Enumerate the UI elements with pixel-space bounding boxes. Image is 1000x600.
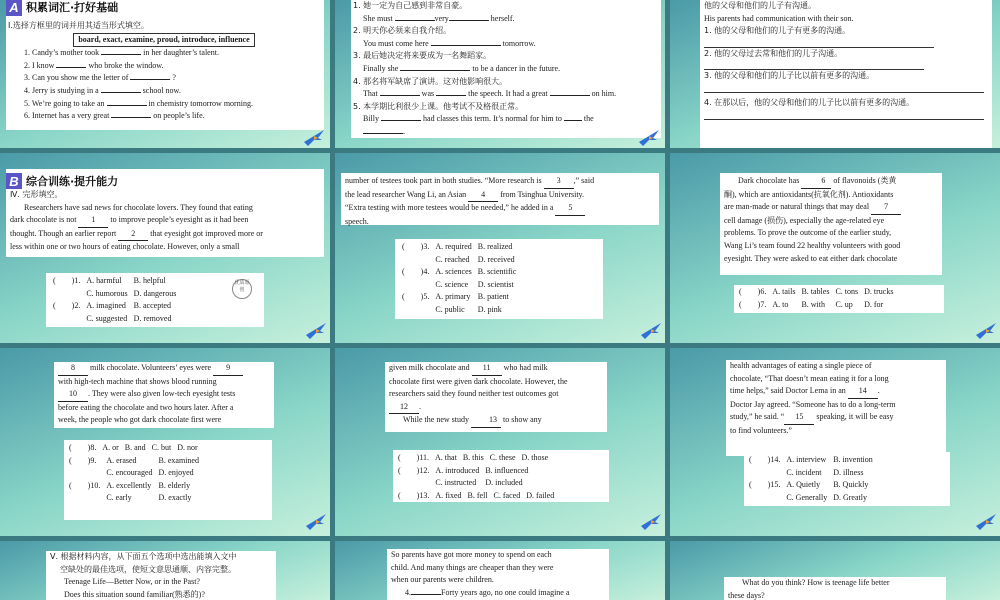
original-stamp: 优质原创 <box>232 279 252 299</box>
passage-line: less within one or two hours of eating chocolate. However, only a small <box>10 242 240 252</box>
section-header <box>6 173 118 189</box>
answer-blank[interactable] <box>550 95 590 96</box>
bird-icon <box>974 512 998 532</box>
sentence-1: She must very herself. <box>363 13 515 23</box>
passage-line: speech. <box>345 216 369 226</box>
prompt-cn-4: 4. 那名将军缺席了演讲。这对他影响很大。 <box>353 76 508 86</box>
transform-3: 3. 他的父母和他们的儿子比以前有更多的沟通。 <box>704 71 875 81</box>
passage-line: 10 . They were also given low-tech eyesight tests <box>58 388 272 402</box>
option-row: C. Generally D. Greatly <box>786 492 867 502</box>
sentence-3: Finally she to be a dancer in the future. <box>363 63 561 73</box>
cloze-blank[interactable]: 11 <box>472 362 502 376</box>
word-box: board, exact, examine, proud, introduce, influence <box>73 33 254 48</box>
slide-panel-9[interactable] <box>670 348 1000 536</box>
passage-line: child. And many things are cheaper than they were <box>391 562 554 572</box>
instruction-line: Ⅴ. 根据材料内容，从下面五个选项中选出能填入文中 <box>50 552 237 561</box>
answer-blank[interactable] <box>381 120 421 121</box>
answer-blank[interactable] <box>363 133 403 134</box>
passage-line: these days? <box>728 590 765 600</box>
option-row: ( )10. A. excellently B. elderly <box>69 480 191 490</box>
cloze-blank[interactable]: 13 <box>471 414 501 428</box>
passage-line: problems. To prove the outcome of the earlier study, <box>724 228 892 238</box>
answer-blank[interactable] <box>411 594 441 595</box>
reading-card <box>387 549 609 600</box>
option-row: C. science D. scientist <box>435 279 514 289</box>
passage-line: given milk chocolate and 11 who had milk <box>389 362 605 376</box>
slide-panel-6[interactable] <box>670 153 1000 343</box>
question-4: 4. Jerry is studying in a school now. <box>24 85 181 95</box>
slide-panel-5[interactable] <box>335 153 665 343</box>
transform-2: 2. 他的父母过去常和他们的儿子沟通。 <box>704 48 843 58</box>
bird-icon <box>974 321 998 341</box>
option-row: C. reached D. received <box>435 254 515 264</box>
base-sentence-en: His parents had communication with their son. <box>704 13 854 23</box>
option-row: ( )3. A. required B. realized <box>402 242 513 251</box>
cloze-passage-card <box>720 173 942 275</box>
answer-blank[interactable] <box>449 20 489 21</box>
passage-line: chocolate, “That doesn’t mean eating it for a long <box>730 373 889 383</box>
option-row: C. incident D. illness <box>786 467 864 477</box>
question-2: 2. I know who broke the window. <box>24 60 164 70</box>
bird-icon <box>304 321 328 341</box>
base-sentence-cn: 他的父母和他们的儿子有沟通。 <box>704 1 816 10</box>
passage-line: before eating the chocolate and two hours later. After a <box>58 402 234 412</box>
cloze-passage-card <box>341 173 659 225</box>
section-badge: B <box>6 173 22 189</box>
option-row: ( )9. A. erased B. examined <box>69 455 199 465</box>
transform-4: 4. 在那以后，他的父母和他们的儿子比以前有更多的沟通。 <box>704 97 915 107</box>
passage-line: So parents have got more money to spend on each <box>391 550 552 559</box>
passage-line: “Extra testing with more testees would be needed,” he added in a 5 <box>345 202 657 216</box>
option-row: C. early D. exactly <box>106 493 192 502</box>
passage-line: with high-tech machine that shows blood running <box>58 376 217 386</box>
passage-line: health advantages of eating a single piece of <box>730 361 872 370</box>
options-card <box>64 440 272 520</box>
passage-line: While the new study 13 to show any <box>389 414 605 428</box>
slide-panel-7[interactable] <box>0 348 330 536</box>
bird-icon <box>302 128 326 148</box>
bird-icon <box>639 512 663 532</box>
translation-card: 1. 她一定为自己感到非常自豪。 She must very herself. 2. 明天你必须来自我介绍。 You must come here tomorrow. 3. 最后她决定将来要成为一名舞蹈家。 Finally she to be a dancer in the future. 4. 那名将军缺席了演讲。这对他影响很大。 That was the speech. It had a great on him. 5. 本学期比利很少上课。他考试不及格很正常。 Billy had classes this term. It’s normal for him to the . <box>351 0 661 138</box>
cloze-blank[interactable]: 14 <box>848 385 878 399</box>
option-row: C. encouraged D. enjoyed <box>106 468 194 477</box>
answer-line[interactable] <box>704 110 984 120</box>
sentence-transform-card <box>700 0 992 148</box>
passage-line: Dark chocolate has 6 of flavonoids (类黄 <box>724 175 940 189</box>
instruction: Ⅳ. 完形填空。 <box>10 190 63 199</box>
cloze-passage-card <box>726 360 946 456</box>
cloze-blank[interactable]: 1 <box>78 214 108 228</box>
option-row: ( )8. A. or B. and C. but D. nor <box>69 443 198 452</box>
options-card <box>46 273 264 327</box>
answer-blank[interactable] <box>431 45 501 46</box>
passage-line: to find volunteers.” <box>730 425 792 435</box>
sentence-4: That was the speech. It had a great on him. <box>363 89 617 99</box>
answer-blank[interactable] <box>130 79 170 80</box>
answer-blank[interactable] <box>111 117 151 118</box>
answer-line[interactable] <box>704 38 934 48</box>
bird-icon <box>637 128 661 148</box>
slide-panel-1[interactable] <box>0 0 330 148</box>
answer-blank[interactable] <box>564 120 582 121</box>
reading-card <box>46 551 276 600</box>
bird-icon <box>639 321 663 341</box>
passage-line: thought. Though an earlier report 2 that eyesight got improved more or <box>10 228 320 242</box>
prompt-cn-5: 5. 本学期比利很少上课。他考试不及格很正常。 <box>353 101 524 111</box>
answer-blank[interactable] <box>101 54 141 55</box>
sentence-5: Billy had classes this term. It’s normal for him to the <box>363 114 594 124</box>
cloze-blank[interactable]: 8 <box>58 362 88 376</box>
slide-panel-3[interactable] <box>670 0 1000 148</box>
answer-blank[interactable] <box>107 105 147 106</box>
section-title: 综合训练·提升能力 <box>26 175 119 188</box>
option-row: C. humorous D. dangerous <box>86 288 177 298</box>
passage-line: eyesight. They were asked to eat either dark chocolate <box>724 253 898 263</box>
cloze-blank[interactable]: 3 <box>544 175 574 189</box>
answer-blank[interactable] <box>56 67 86 68</box>
option-row: ( )15. A. Quietly B. Quickly <box>749 480 869 489</box>
passage-line: Researchers have sad news for chocolate lovers. They found that eating <box>24 202 253 212</box>
option-row: ( )13. A. fixed B. fell C. faced D. failed <box>398 490 555 500</box>
question-1: 1. Candy’s mother took in her daughter’s talent. <box>24 48 219 58</box>
option-row: ( )1. A. harmful B. helpful <box>53 276 166 285</box>
cloze-blank[interactable]: 7 <box>871 201 901 215</box>
cloze-passage-card <box>385 362 607 432</box>
cloze-blank[interactable]: 10 <box>58 388 88 402</box>
options-card <box>395 239 603 319</box>
answer-blank[interactable] <box>101 92 141 93</box>
section-title: 积累词汇·打好基础 <box>26 0 119 14</box>
answer-line[interactable] <box>704 60 924 70</box>
prompt-cn-3: 3. 最后她决定将来要成为一名舞蹈家。 <box>353 51 492 61</box>
question-3: 3. Can you show me the letter of ? <box>24 73 176 83</box>
option-row: ( )4. A. sciences B. scientific <box>402 267 517 276</box>
passage-line: time helps,” said Doctor Lema in an 14 . <box>730 385 944 399</box>
options-card <box>393 450 609 502</box>
option-row: C. suggested D. removed <box>86 313 172 323</box>
cloze-blank[interactable]: 4 <box>468 189 498 203</box>
question-6: 6. Internet has a very great on people’s life. <box>24 111 205 121</box>
answer-line[interactable] <box>704 83 984 93</box>
passage-line: the lead researcher Wang Li, an Asian 4 from Tsinghua University. <box>345 189 657 203</box>
option-row: ( )7. A. to B. with C. up D. for <box>739 299 884 309</box>
answer-blank[interactable] <box>436 95 466 96</box>
option-row: ( )11. A. that B. this C. these D. those <box>398 453 549 462</box>
section-header <box>6 0 118 16</box>
passage-line: week, the people who got dark chocolate first were <box>58 415 222 425</box>
slide-panel-4[interactable] <box>0 153 330 343</box>
word-fill-card <box>6 0 324 130</box>
cloze-blank[interactable]: 5 <box>555 202 585 216</box>
prompt-cn-2: 2. 明天你必须来自我介绍。 <box>353 26 452 36</box>
option-row: ( )2. A. imagined B. accepted <box>53 301 171 310</box>
passage-line: dark chocolate is not 1 to improve people’s eyesight as it had been <box>10 214 320 228</box>
bird-icon <box>304 512 328 532</box>
option-row: ( )5. A. primary B. patient <box>402 292 509 301</box>
passage-line: Doctor Jay agreed. “Someone has to do a long-term <box>730 399 896 409</box>
passage-line: 12 . <box>389 401 605 415</box>
passage-line: 4. Forty years ago, no one could imagine a <box>405 587 570 597</box>
option-row: C. instructed D. included <box>435 478 523 487</box>
answer-blank[interactable] <box>380 95 420 96</box>
prompt-cn-1: 1. 她一定为自己感到非常自豪。 <box>353 1 468 10</box>
instruction-line: 空缺处的最佳选项，使短文意思通顺、内容完整。 <box>60 564 236 574</box>
cloze-blank[interactable]: 6 <box>801 175 831 189</box>
cloze-blank[interactable]: 12 <box>389 401 419 415</box>
sentence-2: You must come here tomorrow. <box>363 38 536 48</box>
option-row: ( )14. A. interview B. invention <box>749 455 873 464</box>
cloze-blank[interactable]: 15 <box>784 411 814 425</box>
option-row: ( )6. A. tails B. tables C. tons D. trucks <box>739 287 894 296</box>
passage-title: Teenage Life—Better Now, or in the Past? <box>64 577 200 587</box>
answer-blank[interactable] <box>395 20 435 21</box>
option-row: C. public D. pink <box>435 304 502 314</box>
instruction: Ⅰ.选择方框里的词并用其适当形式填空。 <box>8 21 149 30</box>
question-5: 5. We’re going to take an in chemistry tomorrow morning. <box>24 98 253 108</box>
passage-line: cell damage (损伤), especially the age-related eye <box>724 215 885 225</box>
passage-line: What do you think? How is teenage life better <box>742 578 890 587</box>
cloze-blank[interactable]: 9 <box>213 362 243 376</box>
passage-line: when our parents were children. <box>391 575 494 585</box>
slide-panel-11[interactable] <box>335 541 665 600</box>
option-row: ( )12. A. introduced B. influenced <box>398 465 529 475</box>
passage-line: number of testees took part in both studies. “More research is 3 ,” said <box>345 175 657 189</box>
passage-line: researchers said they found neither test outcomes got <box>389 389 559 399</box>
reading-card <box>724 577 946 600</box>
slide-panel-2[interactable] <box>335 0 665 148</box>
answer-blank[interactable] <box>400 70 470 71</box>
passage-line: are man-made or natural things that may deal 7 <box>724 201 940 215</box>
passage-line: Does this situation sound familiar(熟悉的)? <box>64 589 205 599</box>
passage-line: 酮), which are antioxidants(抗氧化剂). Antioxidants <box>724 189 894 199</box>
passage-line: chocolate first were given dark chocolate. However, the <box>389 376 568 386</box>
slide-panel-10[interactable] <box>0 541 330 600</box>
cloze-blank[interactable]: 2 <box>118 228 148 242</box>
slide-panel-12[interactable] <box>670 541 1000 600</box>
section-badge: A <box>6 0 22 16</box>
options-card <box>744 452 950 506</box>
passage-line: 8 milk chocolate. Volunteers’ eyes were 9 <box>58 362 272 376</box>
passage-line: study,” he said. “ 15 speaking, it will be easy <box>730 411 944 425</box>
cloze-passage-card <box>54 362 274 428</box>
passage-line: Wang Li’s team found 22 healthy volunteers with good <box>724 240 901 250</box>
transform-1: 1. 他的父母和他们的儿子有更多的沟通。 <box>704 26 851 36</box>
options-card <box>734 285 944 313</box>
slide-panel-8[interactable] <box>335 348 665 536</box>
